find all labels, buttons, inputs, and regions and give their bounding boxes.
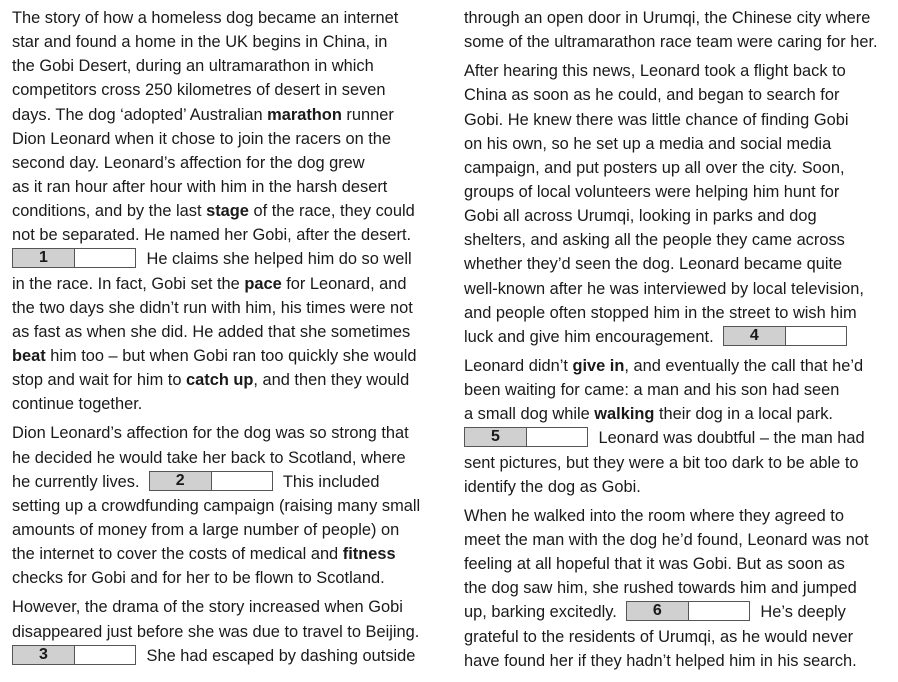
text-segment: She had escaped by dashing outside <box>142 646 416 665</box>
text-segment: , and then they would <box>253 371 410 390</box>
text-segment: He’s deeply <box>755 603 846 622</box>
text-line: When he walked into the room where they agreed to <box>464 506 844 525</box>
text-line: and people often stopped him in the street to wish him <box>464 303 857 322</box>
answer-gap-5[interactable] <box>464 427 588 447</box>
gap-number: 2 <box>150 472 212 490</box>
text-line: However, the drama of the story increased when Gobi <box>12 598 403 617</box>
text-line: star and found a home in the UK begins in China, in <box>12 33 388 52</box>
text-line: Dion Leonard when it chose to join the racers on the <box>12 129 392 148</box>
text-line: the Gobi Desert, during an ultramarathon in which <box>12 57 374 76</box>
key-word: catch up <box>186 371 254 390</box>
text-line: disappeared just before she was due to travel to Beijing. <box>12 622 420 641</box>
text-line: the dog saw him, she rushed towards him and jumped <box>464 579 857 598</box>
text-line: shelters, and asking all the people they came across <box>464 231 845 250</box>
text-segment: Leonard was doubtful – the man had <box>594 429 865 448</box>
text-line: feeling at all hopeful that it was Gobi. But as soon as <box>464 555 845 574</box>
text-line: not be separated. He named her Gobi, after the desert. <box>12 226 412 245</box>
text-segment: luck and give him encouragement. <box>464 327 714 346</box>
gap-number: 1 <box>13 249 75 267</box>
text-line: been waiting for came: a man and his son had seen <box>464 381 840 400</box>
text-line <box>464 600 894 624</box>
text-segment: Leonard didn’t <box>464 356 573 375</box>
text-line: Dion Leonard’s affection for the dog was so strong that <box>12 424 409 443</box>
answer-gap-1[interactable] <box>12 248 136 268</box>
text-line: the two days she didn’t run with him, his times were not <box>12 298 413 317</box>
text-line: The story of how a homeless dog became an internet <box>12 9 399 27</box>
text-line <box>12 368 446 392</box>
text-line: meet the man with the dog he’d found, Leonard was not <box>464 530 869 549</box>
text-line <box>12 272 446 296</box>
text-line <box>464 325 894 349</box>
text-line: he decided he would take her back to Scotland, where <box>12 448 406 467</box>
answer-gap-3[interactable] <box>12 645 136 665</box>
key-word: fitness <box>342 545 396 564</box>
text-line <box>464 426 894 450</box>
left-column <box>12 6 446 668</box>
text-line: through an open door in Urumqi, the Chinese city where <box>464 9 871 27</box>
gap-number: 3 <box>13 646 75 664</box>
text-line: identify the dog as Gobi. <box>464 477 641 496</box>
text-line: groups of local volunteers were helping him hunt for <box>464 182 840 201</box>
text-segment: of the race, they could <box>248 202 415 221</box>
text-line <box>12 644 446 668</box>
text-segment: a small dog while <box>464 405 595 424</box>
text-line: as it ran hour after hour with him in the harsh desert <box>12 177 388 196</box>
text-line: sent pictures, but they were a bit too dark to be able to <box>464 453 859 472</box>
gap-number: 4 <box>724 327 786 345</box>
text-segment: him too – but when Gobi ran too quickly she would <box>45 346 417 365</box>
key-word: stage <box>206 202 249 221</box>
text-line: on his own, so he set up a media and social media <box>464 134 832 153</box>
text-line: After hearing this news, Leonard took a flight back to <box>464 62 846 81</box>
text-segment: he currently lives. <box>12 472 140 491</box>
text-segment: up, barking excitedly. <box>464 603 617 622</box>
key-word: walking <box>594 405 655 424</box>
text-line: as fast as when she did. He added that she sometimes <box>12 322 411 341</box>
text-line: competitors cross 250 kilometres of desert in seven <box>12 81 386 100</box>
text-line: campaign, and put posters up all over the city. Soon, <box>464 158 845 177</box>
key-word: marathon <box>267 105 342 124</box>
answer-gap-2[interactable] <box>149 471 273 491</box>
text-line: grateful to the residents of Urumqi, as he would never <box>464 627 854 646</box>
text-line: continue together. <box>12 395 143 414</box>
text-line <box>12 470 446 494</box>
text-line: setting up a crowdfunding campaign (raising many small <box>12 496 421 515</box>
paragraph-3 <box>12 595 446 667</box>
text-segment: their dog in a local park. <box>654 405 833 424</box>
text-line <box>12 542 446 566</box>
key-word: pace <box>244 274 282 293</box>
text-line <box>12 247 446 271</box>
gap-number: 5 <box>465 428 527 446</box>
text-line: second day. Leonard’s affection for the dog grew <box>12 153 365 172</box>
paragraph-1 <box>12 6 446 416</box>
text-line: Gobi all across Urumqi, looking in parks and dog <box>464 207 817 226</box>
text-line: amounts of money from a large number of people) on <box>12 520 400 539</box>
text-segment: for Leonard, and <box>281 274 407 293</box>
text-line <box>464 354 894 378</box>
text-line: have found her if they hadn’t helped him in his search. <box>464 651 857 670</box>
text-segment: the internet to cover the costs of medical and <box>12 545 343 564</box>
gap-number: 6 <box>627 602 689 620</box>
text-line: checks for Gobi and for her to be flown to Scotland. <box>12 569 385 588</box>
paragraph-2 <box>12 421 446 590</box>
text-line: some of the ultramarathon race team were caring for her. <box>464 33 878 52</box>
paragraph-5 <box>464 59 894 349</box>
text-segment: stop and wait for him to <box>12 371 187 390</box>
text-line <box>12 199 446 223</box>
paragraph-7 <box>464 504 894 673</box>
text-segment: in the race. In fact, Gobi set the <box>12 274 245 293</box>
text-segment: He claims she helped him do so well <box>142 250 412 269</box>
answer-gap-6[interactable] <box>626 601 750 621</box>
text-segment: This included <box>278 472 380 491</box>
text-segment: runner <box>341 105 394 124</box>
text-segment: conditions, and by the last <box>12 202 207 221</box>
answer-gap-4[interactable] <box>723 326 847 346</box>
text-line: Gobi. He knew there was little chance of finding Gobi <box>464 110 849 129</box>
text-line: well-known after he was interviewed by local television, <box>464 279 864 298</box>
paragraph-4 <box>464 6 894 54</box>
paragraph-6 <box>464 354 894 499</box>
text-segment: , and eventually the call that he’d <box>624 356 864 375</box>
right-column <box>464 6 894 673</box>
text-line <box>464 402 894 426</box>
text-line <box>12 344 446 368</box>
text-line: China as soon as he could, and began to search for <box>464 86 840 105</box>
text-line <box>12 103 446 127</box>
text-segment: days. The dog ‘adopted’ Australian <box>12 105 268 124</box>
text-line: whether they’d seen the dog. Leonard became quite <box>464 255 843 274</box>
key-word: give in <box>572 356 625 375</box>
key-word: beat <box>12 346 46 365</box>
